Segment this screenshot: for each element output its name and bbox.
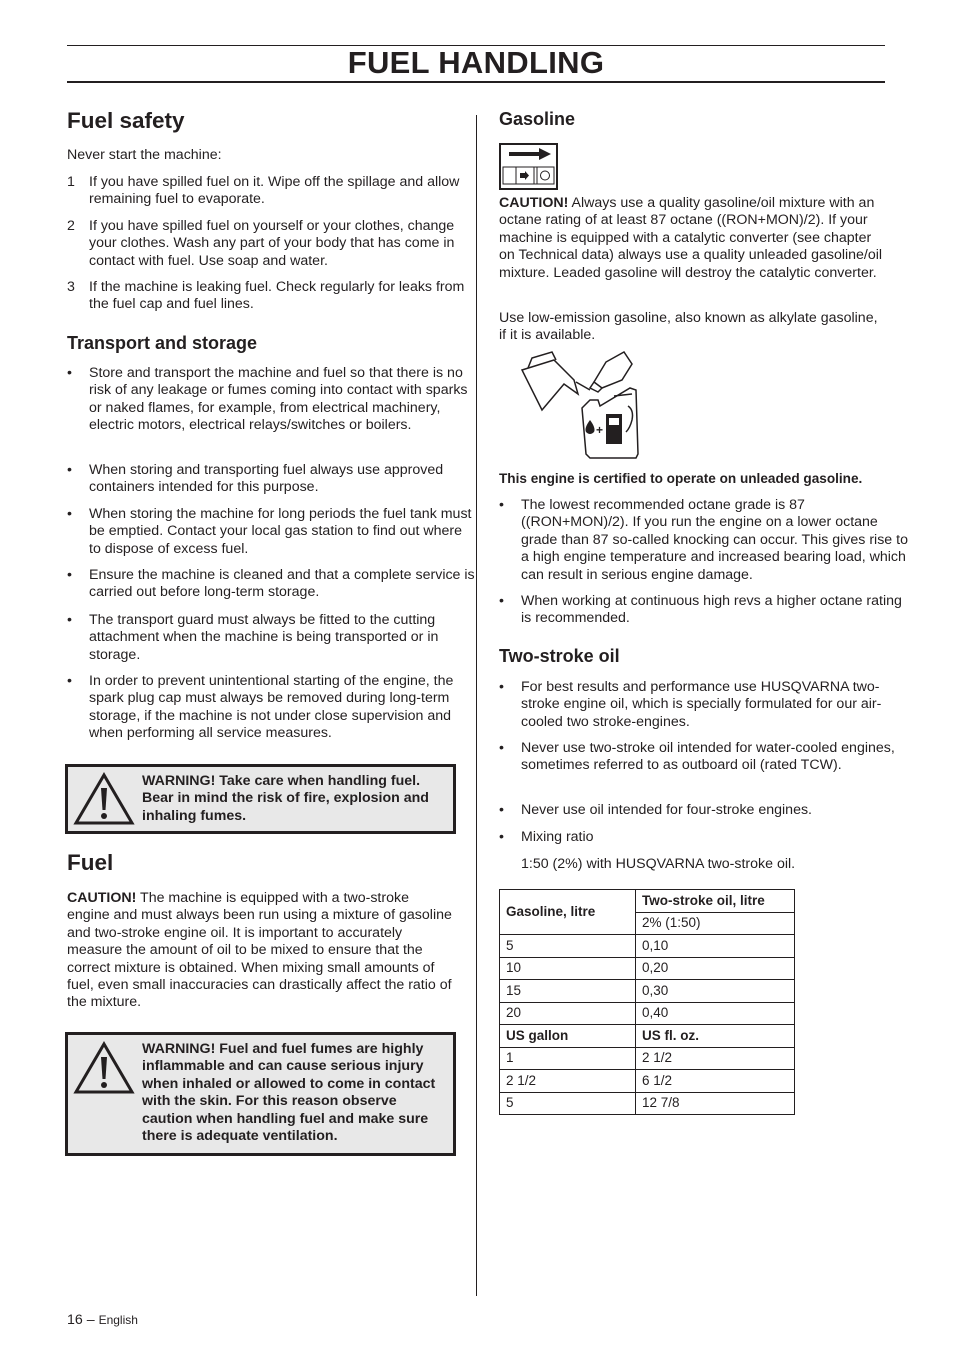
item-text: Never use two-stroke oil intended for water-cooled engines, sometimes referred to as outboard oil (rated TCW). bbox=[521, 740, 895, 774]
table-cell: 2 1/2 bbox=[636, 1047, 795, 1070]
section-heading-fuel: Fuel bbox=[67, 850, 114, 875]
section-heading-fuel-safety: Fuel safety bbox=[67, 108, 185, 133]
table-cell: 12 7/8 bbox=[636, 1092, 795, 1115]
table-row bbox=[500, 1047, 795, 1070]
table-cell: 15 bbox=[500, 980, 636, 1003]
caution-text: The machine is equipped with a two-stroke engine and must always been run using a mixture of gasoline and two-stroke engine oil. It is important to accurately measure the amount of oil to be mixed to ensure that the correct mixture is obtained. When mixing small amounts of fuel, even small inaccuracies can drastically affect the ratio of the mixture. bbox=[67, 890, 452, 1011]
mixing-table bbox=[499, 889, 795, 1115]
item-number: 1 bbox=[67, 174, 75, 190]
item-text: For best results and performance use HUSQVARNA two-stroke engine oil, which is specially formulated for our air-cooled two stroke-engines. bbox=[521, 679, 882, 730]
warning-text: WARNING! Fuel and fuel fumes are highly inflammable and can cause serious injury when inhaled or allowed to come in contact with the skin. For this reason observe caution when handling fuel and make sure there is adequate ventilation. bbox=[142, 1041, 436, 1145]
bullet: • bbox=[499, 679, 504, 695]
list-item bbox=[67, 279, 477, 314]
warning-triangle-icon bbox=[73, 772, 135, 826]
item-text: Mixing ratio bbox=[521, 829, 594, 845]
fuel-symbol-icon bbox=[499, 143, 558, 190]
item-number: 3 bbox=[67, 279, 75, 295]
warning-triangle-icon bbox=[73, 1041, 135, 1095]
table-cell: 0,10 bbox=[636, 935, 795, 958]
caution-label: CAUTION! bbox=[499, 195, 569, 211]
item-text: When working at continuous high revs a higher octane rating is recommended. bbox=[521, 593, 902, 627]
table-cell: 2 1/2 bbox=[500, 1070, 636, 1093]
item-text: The lowest recommended octane grade is 87 ((RON+MON)/2). If you run the engine on a lower octane grade than 87 so-called knocking can occur. This gives rise to a high engine temperature and increased bearing load, which can result in serious engine damage. bbox=[521, 497, 908, 583]
item-text: In order to prevent unintentional starting of the engine, the spark plug cap must always be removed during long-term storage, if the machine is not under close supervision and when performing all service measures. bbox=[89, 673, 454, 742]
warning-text: WARNING! Take care when handling fuel. Bear in mind the risk of fire, explosion and inhaling fumes. bbox=[142, 773, 429, 824]
header-cell: US gallon bbox=[500, 1025, 636, 1048]
certified-text: This engine is certified to operate on unleaded gasoline. bbox=[499, 471, 863, 486]
fuel-safety-intro: Never start the machine: bbox=[67, 147, 222, 163]
caution-text: Always use a quality gasoline/oil mixture with an octane rating of at least 87 octane ((RON+MON)/2). If your machine is equipped with a catalytic converter (see chapter on Technical data) always use a quality unleaded gasoline/oil mixture. Leaded gasoline will destroy the catalytic converter. bbox=[499, 195, 883, 281]
table-cell: 5 bbox=[500, 1092, 636, 1115]
section-heading-two-stroke-oil: Two-stroke oil bbox=[499, 646, 620, 666]
bullet: • bbox=[67, 365, 72, 381]
table-row bbox=[500, 980, 795, 1003]
header-rule-bottom bbox=[67, 81, 885, 83]
list-item bbox=[499, 679, 909, 731]
item-text: When storing and transporting fuel always use approved containers intended for this purpose. bbox=[89, 462, 444, 496]
section-heading-gasoline: Gasoline bbox=[499, 109, 576, 129]
bullet: • bbox=[499, 740, 504, 756]
page-title: FUEL HANDLING bbox=[347, 45, 605, 80]
gasoline-caution bbox=[499, 195, 887, 282]
list-item bbox=[499, 497, 909, 584]
table-row bbox=[500, 935, 795, 958]
item-text: The transport guard must always be fitted to the cutting attachment when the machine is being transported or in storage. bbox=[89, 612, 439, 663]
table-cell: 0,30 bbox=[636, 980, 795, 1003]
table-row bbox=[500, 957, 795, 980]
bullet: • bbox=[67, 506, 72, 522]
header-cell: US fl. oz. bbox=[636, 1025, 795, 1048]
table-cell: 0,20 bbox=[636, 957, 795, 980]
table-cell: 6 1/2 bbox=[636, 1070, 795, 1093]
list-item bbox=[67, 567, 477, 602]
table-row bbox=[500, 1070, 795, 1093]
list-item bbox=[67, 218, 477, 270]
fuel-mixing-illustration bbox=[518, 348, 643, 460]
section-heading-transport: Transport and storage bbox=[67, 333, 258, 353]
table-cell: 10 bbox=[500, 957, 636, 980]
list-item bbox=[67, 612, 477, 664]
list-item bbox=[499, 593, 909, 628]
table-row bbox=[500, 1092, 795, 1115]
bullet: • bbox=[67, 462, 72, 478]
list-item bbox=[499, 802, 909, 819]
header-cell: 2% (1:50) bbox=[636, 912, 795, 935]
table-cell: 1 bbox=[500, 1047, 636, 1070]
item-text: If you have spilled fuel on yourself or your clothes, change your clothes. Wash any part of your body that has come in contact with fuel. Use soap and water. bbox=[89, 218, 455, 269]
page-footer bbox=[67, 1312, 138, 1329]
low-emission-text: Use low-emission gasoline, also known as alkylate gasoline, if it is available. bbox=[499, 310, 878, 344]
fuel-caution bbox=[67, 890, 455, 1012]
caution-label: CAUTION! bbox=[67, 890, 137, 906]
table-header-row bbox=[500, 1025, 795, 1048]
page-number: 16 – bbox=[67, 1312, 95, 1328]
footer-language: English bbox=[98, 1313, 138, 1327]
bullet: • bbox=[67, 567, 72, 583]
list-item bbox=[499, 829, 909, 846]
list-item bbox=[67, 462, 477, 497]
bullet: • bbox=[67, 612, 72, 628]
table-cell: 0,40 bbox=[636, 1002, 795, 1025]
warning-box bbox=[65, 764, 456, 834]
svg-text:+: + bbox=[596, 423, 604, 437]
table-cell: 5 bbox=[500, 935, 636, 958]
list-item bbox=[67, 174, 477, 209]
item-text: Ensure the machine is cleaned and that a complete service is carried out before long-term storage. bbox=[89, 567, 475, 601]
table-cell: 20 bbox=[500, 1002, 636, 1025]
header-cell: Gasoline, litre bbox=[500, 890, 636, 935]
item-number: 2 bbox=[67, 218, 75, 234]
warning-box bbox=[65, 1032, 456, 1156]
bullet: • bbox=[67, 673, 72, 689]
mixing-ratio-text: 1:50 (2%) with HUSQVARNA two-stroke oil. bbox=[521, 856, 796, 872]
list-item bbox=[67, 673, 477, 743]
header-cell: Two-stroke oil, litre bbox=[636, 890, 795, 913]
table-header-row bbox=[500, 890, 795, 913]
item-text: When storing the machine for long periods the fuel tank must be emptied. Contact your local gas station to find out where to dispose of excess fuel. bbox=[89, 506, 472, 557]
item-text: Never use oil intended for four-stroke engines. bbox=[521, 802, 813, 818]
list-item bbox=[67, 506, 477, 558]
list-item bbox=[67, 365, 477, 435]
bullet: • bbox=[499, 802, 504, 818]
bullet: • bbox=[499, 593, 504, 609]
bullet: • bbox=[499, 829, 504, 845]
item-text: If the machine is leaking fuel. Check regularly for leaks from the fuel cap and fuel lines. bbox=[89, 279, 465, 313]
item-text: Store and transport the machine and fuel so that there is no risk of any leakage or fumes coming into contact with sparks or naked flames, for example, from electrical machinery, electric motors, electrical relays/switches or boilers. bbox=[89, 365, 468, 434]
item-text: If you have spilled fuel on it. Wipe off the spillage and allow remaining fuel to evaporate. bbox=[89, 174, 460, 208]
list-item bbox=[499, 740, 909, 775]
table-row bbox=[500, 1002, 795, 1025]
bullet: • bbox=[499, 497, 504, 513]
